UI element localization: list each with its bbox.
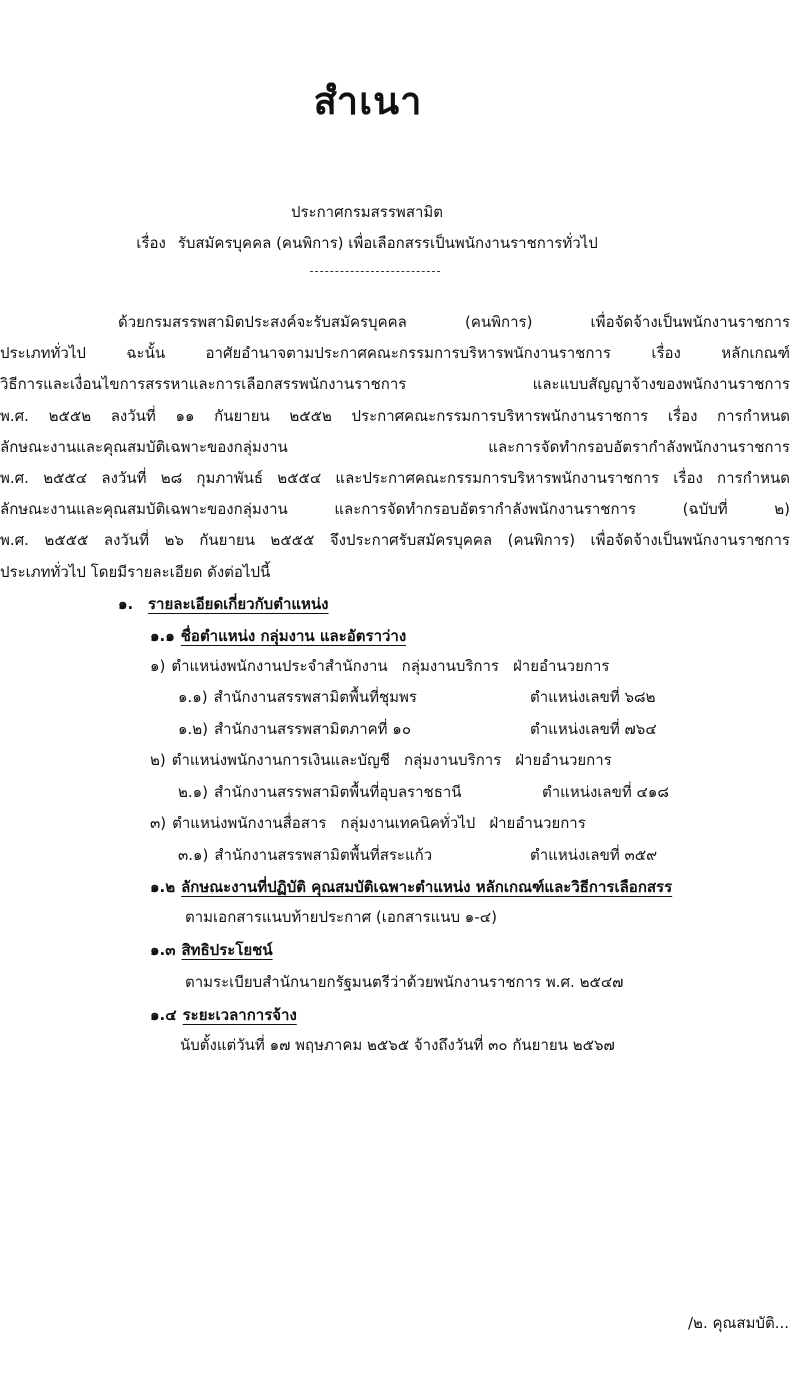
office-row: [178, 840, 518, 871]
copy-stamp-title: สำเนา: [313, 79, 423, 123]
subsection-title: ลักษณะงานที่ปฏิบัติ คุณสมบัติเฉพาะตำแหน่ง หลักเกณฑ์และวิธีการเลือกสรร: [181, 878, 673, 896]
office-row: [178, 714, 518, 745]
office-number: ๑.๒): [178, 720, 209, 738]
page-continuation-footer: /๒. คุณสมบัติ...: [688, 1314, 790, 1332]
office-number: ๑.๑): [178, 688, 208, 706]
announcement-heading: ประกาศกรมสรรพสามิต: [290, 203, 444, 221]
position-division: ฝ่ายอำนวยการ: [489, 814, 586, 832]
office-position-number: ตำแหน่งเลขที่ ๓๕๙: [530, 846, 658, 864]
position-row: [150, 745, 770, 776]
preamble-line: พ.ศ. ๒๕๕๕ ลงวันที่ ๒๖ กันยายน ๒๕๕๕ จึงประกาศรับสมัครบุคคล (คนพิการ) เพื่อจัดจ้างเป็นพนักงานราชการ: [0, 531, 790, 549]
office-row: [178, 682, 518, 713]
preamble-line: ด้วยกรมสรรพสามิตประสงค์จะรับสมัครบุคคล (คนพิการ) เพื่อจัดจ้างเป็นพนักงานราชการ: [118, 313, 790, 331]
subsection-1-4-text: นับตั้งแต่วันที่ ๑๗ พฤษภาคม ๒๕๖๕ จ้างถึงวันที่ ๓๐ กันยายน ๒๕๖๗: [180, 1036, 615, 1054]
subsection-1-3-heading: [150, 935, 650, 966]
office-name: สำนักงานสรรพสามิตพื้นที่ชุมพร: [213, 688, 417, 706]
office-position-number: ตำแหน่งเลขที่ ๖๘๒: [530, 688, 656, 706]
office-number: ๓.๑): [178, 846, 209, 864]
subject-text: รับสมัครบุคคล (คนพิการ) เพื่อเลือกสรรเป็นพนักงานราชการทั่วไป: [177, 234, 598, 252]
subsection-1-3-text: ตามระเบียบสำนักนายกรัฐมนตรีว่าด้วยพนักงานราชการ พ.ศ. ๒๕๔๗: [185, 973, 624, 991]
position-title: ตำแหน่งพนักงานสื่อสาร: [172, 814, 327, 832]
subject-line: [0, 228, 734, 259]
subsection-1-4-heading: [150, 1000, 650, 1031]
preamble-line: พ.ศ. ๒๕๕๔ ลงวันที่ ๒๘ กุมภาพันธ์ ๒๕๕๔ และประกาศคณะกรรมการบริหารพนักงานราชการ เรื่อง การกำหนด: [0, 469, 790, 487]
subsection-number: ๑.๑: [150, 627, 175, 645]
section-number: ๑.: [118, 595, 134, 613]
subsection-1-2-heading: [150, 872, 790, 903]
position-number: ๒): [150, 751, 166, 769]
subsection-number: ๑.๔: [150, 1006, 177, 1024]
section-title: รายละเอียดเกี่ยวกับตำแหน่ง: [148, 595, 329, 613]
preamble-line: ประเภททั่วไป ฉะนั้น อาศัยอำนาจตามประกาศคณะกรรมการบริหารพนักงานราชการ เรื่อง หลักเกณฑ์: [0, 344, 790, 362]
office-name: สำนักงานสรรพสามิตพื้นที่สระแก้ว: [214, 846, 433, 864]
subsection-title: ระยะเวลาการจ้าง: [182, 1006, 297, 1024]
preamble-line: วิธีการและเงื่อนไขการสรรหาและการเลือกสรรพนักงานราชการ และแบบสัญญาจ้างของพนักงานราชการ: [0, 375, 790, 393]
office-position-number: ตำแหน่งเลขที่ ๗๖๔: [530, 720, 657, 738]
office-name: สำนักงานสรรพสามิตภาคที่ ๑๐: [214, 720, 411, 738]
office-number: ๒.๑): [178, 783, 209, 801]
office-position-number: ตำแหน่งเลขที่ ๔๑๘: [542, 783, 669, 801]
position-title: ตำแหน่งพนักงานการเงินและบัญชี: [171, 751, 390, 769]
position-group: กลุ่มงานบริการ: [401, 657, 499, 675]
position-row: [150, 651, 770, 682]
subsection-number: ๑.๒: [150, 878, 176, 896]
subsection-number: ๑.๓: [150, 941, 176, 959]
preamble-line: ลักษณะงานและคุณสมบัติเฉพาะของกลุ่มงาน และการจัดทำกรอบอัตรากำลังพนักงานราชการ (ฉบับที่ ๒): [0, 500, 790, 518]
position-group: กลุ่มงานเทคนิคทั่วไป: [340, 814, 476, 832]
office-name: สำนักงานสรรพสามิตพื้นที่อุบลราชธานี: [214, 783, 462, 801]
position-row: [150, 808, 770, 839]
position-division: ฝ่ายอำนวยการ: [515, 751, 612, 769]
section-1-heading: [118, 589, 618, 620]
subsection-1-1-heading: [150, 621, 650, 652]
position-number: ๓): [150, 814, 167, 832]
subsection-1-2-text: ตามเอกสารแนบท้ายประกาศ (เอกสารแนบ ๑-๔): [185, 908, 497, 926]
position-division: ฝ่ายอำนวยการ: [512, 657, 610, 675]
subsection-title: ชื่อตำแหน่ง กลุ่มงาน และอัตราว่าง: [180, 627, 407, 645]
position-title: ตำแหน่งพนักงานประจำสำนักงาน: [171, 657, 388, 675]
office-row: [178, 777, 533, 808]
preamble-line: ลักษณะงานและคุณสมบัติเฉพาะของกลุ่มงาน และการจัดทำกรอบอัตรากำลังพนักงานราชการ: [0, 438, 790, 456]
preamble-line: ประเภททั่วไป โดยมีรายละเอียด ดังต่อไปนี้: [0, 563, 271, 581]
subsection-title: สิทธิประโยชน์: [181, 941, 273, 959]
header-separator: [310, 271, 440, 272]
position-group: กลุ่มงานบริการ: [403, 751, 502, 769]
subject-label: เรื่อง: [136, 234, 166, 252]
preamble-line: พ.ศ. ๒๕๕๒ ลงวันที่ ๑๑ กันยายน ๒๕๕๒ ประกาศคณะกรรมการบริหารพนักงานราชการ เรื่อง การกำหนด: [0, 407, 790, 425]
position-number: ๑): [150, 657, 166, 675]
